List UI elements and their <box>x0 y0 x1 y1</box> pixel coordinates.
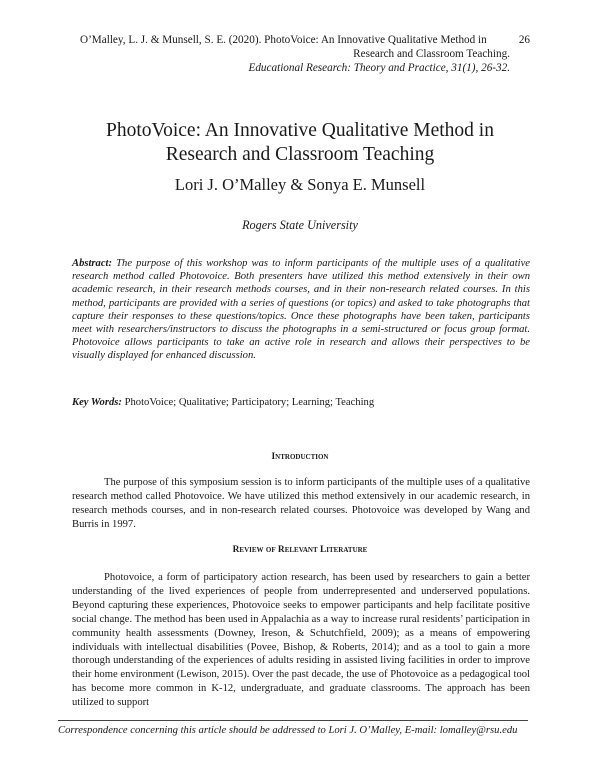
author-names: Lori J. O’Malley & Sonya E. Munsell <box>174 175 426 194</box>
author-affiliation: Rogers State University <box>242 218 358 232</box>
literature-review-paragraph: Photovoice, a form of participatory action research, has been used by researchers to gain a better understanding of the lived experiences of people from underrepresented and underserved populations. Beyond capturing these experiences, Photovoice seeks to empower participants and help facilitate positive social change. The method has been used in Appalachia as a way to increase rural residents’ participation in community health assessments (Downey, Ireson, & Schutchfield, 2009); as a means of empowering individuals with intellectual disabilities (Povee, Bishop, & Roberts, 2014); and as a tool to gain a more thorough understanding of the experiences of adults residing in assisted living facilities in order to improve their home environment (Lewison, 2015). Over the past decade, the use of Photovoice as a pedagogical tool has become more common in K-12, undergraduate, and graduate classrooms. The approach has been utilized to support <box>72 572 530 709</box>
running-head <box>80 33 530 75</box>
citation-line: O’Malley, L. J. & Munsell, S. E. (2020). PhotoVoice: An Innovative Qualitative Method in <box>80 34 487 46</box>
keywords-text: PhotoVoice; Qualitative; Participatory; Learning; Teaching <box>124 397 375 408</box>
journal-reference: Educational Research: Theory and Practice, 31(1), 26-32. <box>248 62 510 74</box>
keywords-label: Key Words: <box>72 397 122 408</box>
abstract <box>72 257 530 363</box>
citation-continued: Research and Classroom Teaching. <box>353 48 510 60</box>
footnote-divider <box>58 720 528 721</box>
introduction-paragraph: The purpose of this symposium session is to inform participants of the multiple uses of a qualitative research method called Photovoice. We have utilized this method extensively in our academic research, in research methods courses, and in non-research related courses. Photovoice was developed by Wang and Burris in 1997. <box>72 477 530 530</box>
abstract-text: The purpose of this workshop was to inform participants of the multiple uses of a qualitative research method called Photovoice. Both presenters have utilized this method extensively in their own academic research, in their research methods courses, and in their non-research related courses. In this method, participants are provided with a series of questions (or topics) and asked to take photographs that capture their responses to these questions/topics. Once these photographs have been taken, participants meet with researchers/instructors to discuss the photographs in a semi-structured or focus group format. Photovoice allows participants to take an active role in research and allows their perspectives to be visually displayed for enhanced discussion. <box>72 258 530 362</box>
title-line-1: PhotoVoice: An Innovative Qualitative Method in <box>106 120 494 141</box>
paper-title <box>60 119 540 167</box>
keywords <box>72 396 530 409</box>
correspondence-footnote: Correspondence concerning this article should be addressed to Lori J. O’Malley, E-mail: lomalley@rsu.edu <box>58 725 518 736</box>
literature-review-heading: Review of Relevant Literature <box>232 545 368 555</box>
introduction-heading: Introduction <box>271 452 329 462</box>
page-number: 26 <box>518 34 530 46</box>
abstract-label: Abstract: <box>72 258 113 269</box>
title-line-2: Research and Classroom Teaching <box>165 144 435 165</box>
